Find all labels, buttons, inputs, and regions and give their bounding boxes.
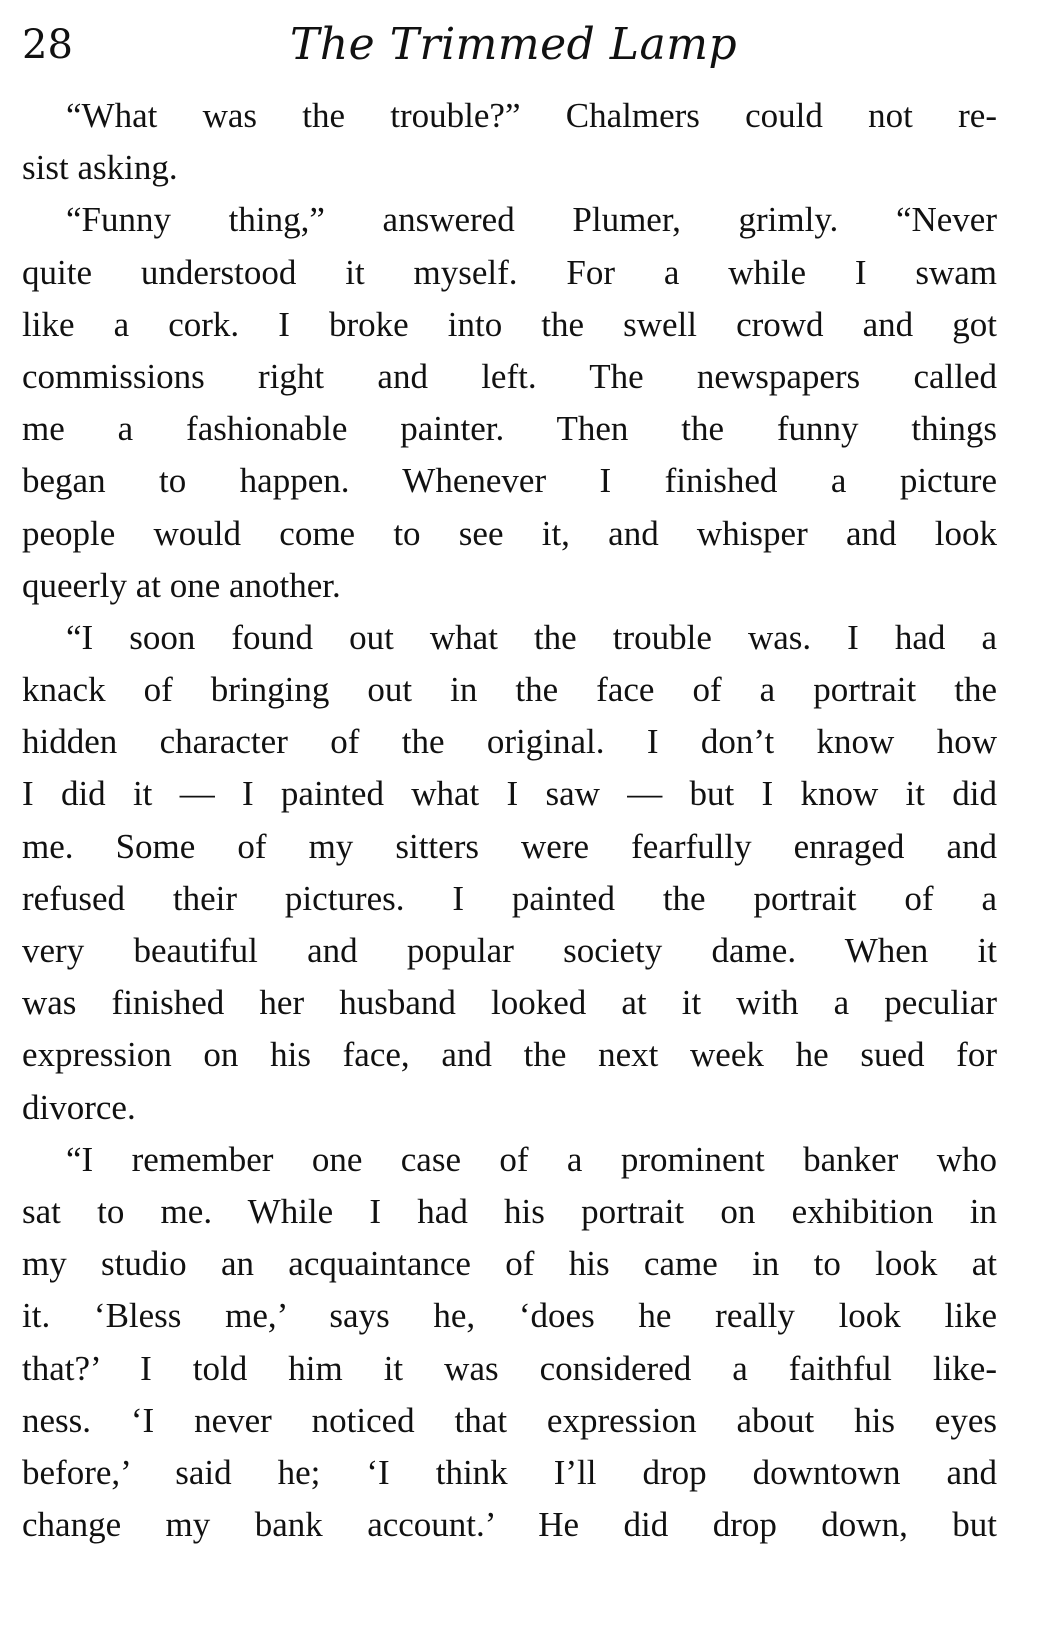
text-line: before,’ said he; ‘I think I’ll drop downtown and — [22, 1452, 997, 1492]
running-head — [22, 10, 1022, 80]
text-line: my studio an acquaintance of his came in to look at — [22, 1244, 997, 1284]
text-line: divorce. — [22, 1087, 136, 1127]
text-line: change my bank account.’ He did drop down, but — [22, 1505, 997, 1545]
text-line: refused their pictures. I painted the portrait of a — [22, 878, 997, 918]
text-line: ness. ‘I never noticed that expression about his eyes — [22, 1400, 997, 1440]
text-line: knack of bringing out in the face of a portrait the — [22, 670, 997, 710]
text-line: me a fashionable painter. Then the funny things — [22, 409, 997, 449]
running-title: The Trimmed Lamp — [290, 19, 738, 70]
text-line: me. Some of my sitters were fearfully enraged and — [22, 826, 997, 866]
text-line: sat to me. While I had his portrait on exhibition in — [22, 1191, 997, 1231]
text-line: like a cork. I broke into the swell crowd and got — [22, 304, 997, 344]
text-line: quite understood it myself. For a while I swam — [22, 252, 997, 292]
text-line: that?’ I told him it was considered a faithful like- — [22, 1348, 997, 1388]
text-line: very beautiful and popular society dame. When it — [22, 931, 997, 970]
text-line: queerly at one another. — [22, 565, 341, 605]
page-number: 28 — [22, 22, 73, 68]
text-line: “What was the trouble?” Chalmers could not re- — [66, 96, 997, 135]
text-line: was finished her husband looked at it with a peculiar — [22, 983, 997, 1023]
body-text — [22, 90, 997, 1551]
text-line: hidden character of the original. I don’t know how — [22, 722, 997, 762]
text-line: expression on his face, and the next week he sued for — [22, 1035, 997, 1075]
text-line: it. ‘Bless me,’ says he, ‘does he really look like — [22, 1296, 997, 1336]
text-line: commissions right and left. The newspapers called — [22, 356, 997, 396]
text-line: people would come to see it, and whisper and look — [22, 513, 997, 553]
text-line: began to happen. Whenever I finished a picture — [22, 461, 997, 501]
text-line: “I soon found out what the trouble was. I had a — [66, 617, 997, 657]
text-line: sist asking. — [22, 148, 178, 188]
text-line: I did it — I painted what I saw — but I know it did — [22, 774, 997, 814]
text-line: “Funny thing,” answered Plumer, grimly. “Never — [66, 200, 997, 240]
text-line: “I remember one case of a prominent banker who — [66, 1139, 997, 1179]
